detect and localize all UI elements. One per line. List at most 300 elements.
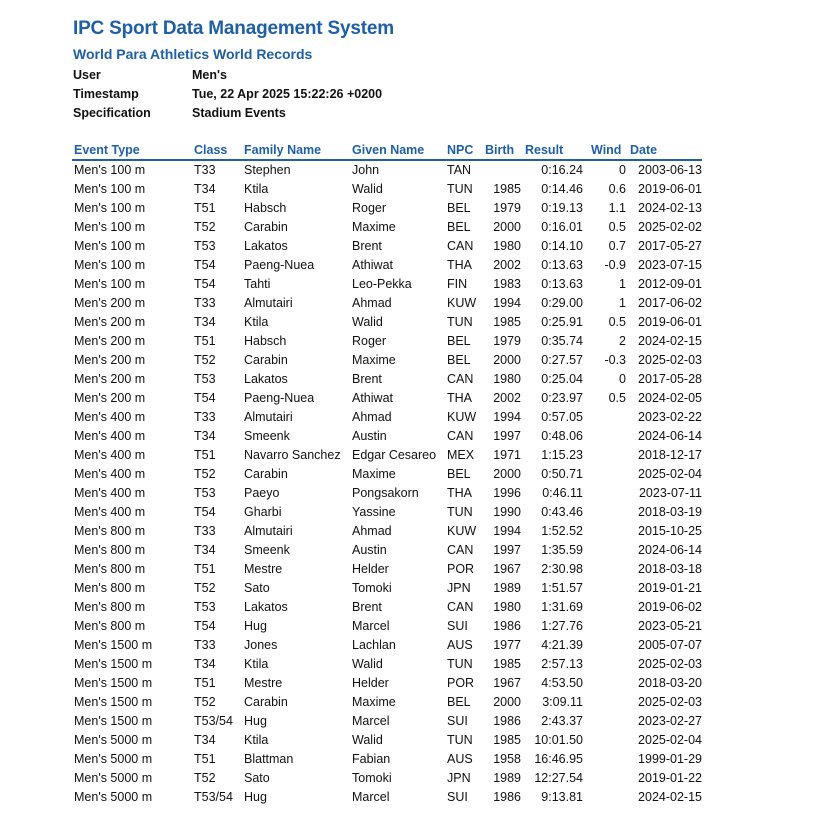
cell-family-name: Hug [244, 790, 267, 804]
cell-date: 2024-02-05 [638, 391, 702, 405]
cell-family-name: Hug [244, 714, 267, 728]
cell-event-type: Men's 100 m [74, 163, 146, 177]
cell-family-name: Mestre [244, 676, 283, 690]
cell-npc: BEL [447, 201, 471, 215]
cell-result: 4:53.50 [541, 676, 583, 690]
cell-wind: 0.5 [608, 391, 626, 405]
cell-event-type: Men's 100 m [74, 182, 146, 196]
cell-event-type: Men's 5000 m [74, 790, 153, 804]
cell-result: 0:16.24 [541, 163, 583, 177]
cell-event-type: Men's 100 m [74, 201, 146, 215]
cell-birth: 1979 [493, 201, 521, 215]
cell-birth [485, 160, 521, 180]
cell-family-name: Jones [244, 638, 278, 652]
cell-wind [587, 522, 630, 541]
cell-event-type: Men's 200 m [74, 296, 146, 310]
cell-family-name: Ktila [244, 315, 269, 329]
cell-npc: THA [447, 486, 472, 500]
cell-date: 2017-06-02 [638, 296, 702, 310]
cell-result: 2:30.98 [541, 562, 583, 576]
table-row [72, 636, 702, 655]
table-header-row [72, 141, 702, 160]
cell-wind [587, 731, 630, 750]
cell-result: 16:46.95 [534, 752, 583, 766]
cell-class: T34 [194, 182, 216, 196]
cell-family-name: Mestre [244, 562, 283, 576]
cell-family-name: Lakatos [244, 239, 288, 253]
cell-date: 2024-06-14 [638, 543, 702, 557]
cell-family-name: Paeng-Nuea [244, 391, 315, 405]
cell-event-type: Men's 1500 m [74, 676, 153, 690]
meta-value: Tue, 22 Apr 2025 15:22:26 +0200 [192, 87, 383, 101]
cell-family-name: Smeenk [244, 543, 290, 557]
cell-event-type: Men's 200 m [74, 372, 146, 386]
meta-key: Specification [73, 106, 151, 120]
table-row [72, 617, 702, 636]
cell-family-name: Habsch [244, 334, 287, 348]
cell-given-name: Maxime [352, 220, 396, 234]
cell-result: 0:13.63 [541, 277, 583, 291]
cell-given-name: Austin [352, 429, 387, 443]
cell-birth: 1994 [493, 410, 521, 424]
cell-date: 2025-02-04 [638, 733, 702, 747]
cell-event-type: Men's 800 m [74, 581, 146, 595]
cell-birth: 1980 [493, 372, 521, 386]
cell-class: T53 [194, 486, 216, 500]
cell-wind [587, 560, 630, 579]
column-header-date: Date [630, 141, 702, 160]
table-row [72, 788, 702, 807]
table-row [72, 541, 702, 560]
cell-class: T34 [194, 733, 216, 747]
cell-given-name: Roger [352, 334, 387, 348]
cell-npc: CAN [447, 239, 474, 253]
cell-npc: POR [447, 676, 475, 690]
cell-class: T33 [194, 638, 216, 652]
cell-class: T53 [194, 239, 216, 253]
cell-result: 1:31.69 [541, 600, 583, 614]
cell-given-name: Ahmad [352, 296, 392, 310]
cell-result: 0:46.11 [542, 486, 583, 500]
cell-npc: TUN [447, 733, 473, 747]
cell-date: 2025-02-03 [638, 695, 702, 709]
cell-wind: 1.1 [608, 201, 626, 215]
table-row [72, 731, 702, 750]
cell-family-name: Smeenk [244, 429, 290, 443]
cell-date: 2018-03-18 [638, 562, 702, 576]
cell-date: 2019-06-02 [638, 600, 702, 614]
cell-birth: 1986 [493, 790, 521, 804]
cell-npc: MEX [447, 448, 475, 462]
cell-given-name: Brent [352, 239, 382, 253]
cell-class: T33 [194, 524, 216, 538]
column-header-birth: Birth [485, 141, 521, 160]
cell-given-name: Maxime [352, 353, 396, 367]
cell-npc: SUI [447, 619, 468, 633]
cell-birth: 1989 [493, 581, 521, 595]
cell-event-type: Men's 800 m [74, 524, 146, 538]
cell-result: 0:57.05 [541, 410, 583, 424]
cell-date: 2015-10-25 [638, 524, 702, 538]
cell-class: T52 [194, 467, 216, 481]
cell-birth: 1958 [493, 752, 521, 766]
cell-given-name: Marcel [352, 619, 390, 633]
cell-given-name: Pongsakorn [352, 486, 419, 500]
cell-npc: POR [447, 562, 475, 576]
cell-given-name: Maxime [352, 695, 396, 709]
cell-date: 2018-03-20 [638, 676, 702, 690]
cell-birth: 2002 [493, 258, 521, 272]
cell-date: 2005-07-07 [638, 638, 702, 652]
cell-family-name: Almutairi [244, 296, 293, 310]
cell-class: T53/54 [194, 790, 233, 804]
cell-family-name: Carabin [244, 467, 288, 481]
cell-wind: 1 [619, 277, 626, 291]
cell-class: T34 [194, 315, 216, 329]
cell-family-name: Ktila [244, 657, 269, 671]
column-header-given-name: Given Name [352, 141, 447, 160]
cell-class: T51 [194, 562, 216, 576]
meta-key: User [73, 68, 101, 82]
cell-given-name: Leo-Pekka [352, 277, 412, 291]
cell-given-name: Athiwat [352, 391, 393, 405]
cell-date: 2024-06-14 [638, 429, 702, 443]
cell-result: 1:35.59 [541, 543, 583, 557]
cell-date: 2019-01-22 [638, 771, 702, 785]
cell-npc: BEL [447, 353, 471, 367]
cell-event-type: Men's 800 m [74, 562, 146, 576]
cell-birth: 1990 [493, 505, 521, 519]
cell-result: 3:09.11 [542, 695, 583, 709]
cell-date: 2018-03-19 [638, 505, 702, 519]
cell-wind [587, 427, 630, 446]
cell-wind: 0.6 [608, 182, 626, 196]
column-header-event-type: Event Type [72, 141, 194, 160]
cell-npc: SUI [447, 790, 468, 804]
cell-npc: TAN [447, 163, 472, 177]
cell-wind [587, 408, 630, 427]
cell-date: 2023-05-21 [638, 619, 702, 633]
cell-event-type: Men's 200 m [74, 334, 146, 348]
cell-class: T51 [194, 201, 216, 215]
cell-family-name: Paeyo [244, 486, 280, 500]
cell-npc: CAN [447, 543, 474, 557]
cell-family-name: Carabin [244, 353, 288, 367]
cell-date: 2023-02-22 [638, 410, 702, 424]
cell-wind [587, 769, 630, 788]
cell-family-name: Almutairi [244, 524, 293, 538]
cell-class: T54 [194, 277, 216, 291]
cell-result: 1:27.76 [541, 619, 583, 633]
cell-class: T53 [194, 600, 216, 614]
table-row [72, 256, 702, 275]
cell-result: 0:50.71 [541, 467, 583, 481]
cell-class: T51 [194, 752, 216, 766]
cell-wind [587, 579, 630, 598]
table-row [72, 218, 702, 237]
cell-wind [587, 636, 630, 655]
cell-result: 4:21.39 [541, 638, 583, 652]
cell-given-name: Walid [352, 733, 383, 747]
table-row [72, 275, 702, 294]
cell-birth: 1967 [493, 676, 521, 690]
cell-result: 0:14.46 [541, 182, 583, 196]
cell-npc: BEL [447, 334, 471, 348]
cell-given-name: John [352, 163, 380, 177]
cell-date: 2012-09-01 [638, 277, 702, 291]
cell-result: 1:15.23 [541, 448, 583, 462]
page-subtitle: World Para Athletics World Records [73, 46, 313, 62]
cell-result: 0:23.97 [541, 391, 583, 405]
cell-class: T53/54 [194, 714, 233, 728]
cell-event-type: Men's 400 m [74, 467, 146, 481]
cell-class: T34 [194, 543, 216, 557]
cell-class: T34 [194, 657, 216, 671]
cell-npc: CAN [447, 372, 474, 386]
cell-family-name: Gharbi [244, 505, 282, 519]
cell-family-name: Lakatos [244, 600, 288, 614]
cell-class: T53 [194, 372, 216, 386]
cell-date: 2017-05-27 [638, 239, 702, 253]
cell-birth: 1983 [493, 277, 521, 291]
cell-event-type: Men's 200 m [74, 315, 146, 329]
table-row [72, 579, 702, 598]
cell-family-name: Tahti [244, 277, 271, 291]
cell-event-type: Men's 200 m [74, 391, 146, 405]
cell-result: 0:14.10 [541, 239, 583, 253]
table-row [72, 560, 702, 579]
cell-wind: 0 [619, 163, 626, 177]
cell-npc: JPN [447, 581, 471, 595]
cell-birth: 2000 [493, 695, 521, 709]
table-row [72, 237, 702, 256]
cell-date: 2025-02-04 [638, 467, 702, 481]
cell-result: 0:29.00 [541, 296, 583, 310]
cell-result: 0:25.04 [541, 372, 583, 386]
cell-wind [587, 750, 630, 769]
table-row [72, 427, 702, 446]
cell-result: 0:35.74 [541, 334, 583, 348]
column-header-family-name: Family Name [244, 141, 352, 160]
cell-npc: BEL [447, 467, 471, 481]
cell-class: T33 [194, 410, 216, 424]
table-row [72, 693, 702, 712]
cell-given-name: Walid [352, 657, 383, 671]
cell-family-name: Habsch [244, 201, 287, 215]
cell-date: 2024-02-15 [638, 790, 702, 804]
cell-wind: -0.3 [604, 353, 626, 367]
cell-birth: 1986 [493, 619, 521, 633]
cell-given-name: Walid [352, 182, 383, 196]
cell-npc: TUN [447, 182, 473, 196]
cell-birth: 1980 [493, 600, 521, 614]
cell-wind: 0.5 [608, 315, 626, 329]
cell-given-name: Helder [352, 676, 389, 690]
cell-result: 2:57.13 [541, 657, 583, 671]
cell-birth: 1977 [493, 638, 521, 652]
cell-birth: 1985 [493, 315, 521, 329]
cell-given-name: Lachlan [352, 638, 396, 652]
cell-given-name: Tomoki [352, 581, 392, 595]
cell-event-type: Men's 100 m [74, 220, 146, 234]
cell-wind [587, 598, 630, 617]
cell-npc: AUS [447, 752, 473, 766]
cell-event-type: Men's 5000 m [74, 752, 153, 766]
cell-event-type: Men's 800 m [74, 619, 146, 633]
table-row [72, 370, 702, 389]
cell-result: 0:48.06 [541, 429, 583, 443]
cell-birth: 1989 [493, 771, 521, 785]
cell-family-name: Hug [244, 619, 267, 633]
cell-result: 0:13.63 [541, 258, 583, 272]
cell-family-name: Carabin [244, 220, 288, 234]
table-row [72, 180, 702, 199]
cell-wind: 0 [619, 372, 626, 386]
cell-birth: 1997 [493, 429, 521, 443]
table-row [72, 446, 702, 465]
cell-given-name: Austin [352, 543, 387, 557]
cell-family-name: Sato [244, 581, 270, 595]
cell-birth: 1986 [493, 714, 521, 728]
cell-date: 2024-02-13 [638, 201, 702, 215]
cell-result: 10:01.50 [534, 733, 583, 747]
cell-result: 0:25.91 [541, 315, 583, 329]
cell-wind: 0.7 [608, 239, 626, 253]
cell-family-name: Navarro Sanchez [244, 448, 341, 462]
cell-npc: BEL [447, 220, 471, 234]
cell-family-name: Lakatos [244, 372, 288, 386]
cell-date: 2003-06-13 [638, 163, 702, 177]
table-row [72, 465, 702, 484]
cell-npc: JPN [447, 771, 471, 785]
cell-given-name: Edgar Cesareo [352, 448, 437, 462]
cell-event-type: Men's 1500 m [74, 638, 153, 652]
table-row [72, 503, 702, 522]
cell-event-type: Men's 400 m [74, 505, 146, 519]
cell-result: 9:13.81 [541, 790, 583, 804]
cell-class: T33 [194, 163, 216, 177]
cell-event-type: Men's 1500 m [74, 657, 153, 671]
cell-wind: 0.5 [608, 220, 626, 234]
table-row [72, 769, 702, 788]
cell-date: 2019-06-01 [638, 182, 702, 196]
cell-class: T52 [194, 771, 216, 785]
cell-event-type: Men's 100 m [74, 258, 146, 272]
cell-npc: KUW [447, 410, 477, 424]
cell-date: 2025-02-03 [638, 353, 702, 367]
table-row [72, 598, 702, 617]
cell-event-type: Men's 800 m [74, 543, 146, 557]
cell-birth: 1985 [493, 733, 521, 747]
cell-result: 2:43.37 [541, 714, 583, 728]
meta-value: Stadium Events [192, 106, 286, 120]
cell-npc: KUW [447, 296, 477, 310]
cell-birth: 2000 [493, 353, 521, 367]
cell-wind [587, 617, 630, 636]
cell-given-name: Marcel [352, 790, 390, 804]
cell-event-type: Men's 400 m [74, 410, 146, 424]
cell-birth: 1997 [493, 543, 521, 557]
cell-npc: SUI [447, 714, 468, 728]
cell-result: 1:51.57 [541, 581, 583, 595]
cell-event-type: Men's 400 m [74, 486, 146, 500]
cell-class: T51 [194, 334, 216, 348]
cell-date: 2019-01-21 [638, 581, 702, 595]
cell-result: 0:27.57 [541, 353, 583, 367]
meta-value: Men's [192, 68, 227, 82]
cell-npc: TUN [447, 657, 473, 671]
cell-date: 2025-02-02 [638, 220, 702, 234]
page-title: IPC Sport Data Management System [73, 18, 394, 39]
cell-result: 0:16.01 [541, 220, 583, 234]
cell-wind [587, 788, 630, 807]
cell-family-name: Sato [244, 771, 270, 785]
cell-class: T52 [194, 220, 216, 234]
cell-event-type: Men's 100 m [74, 277, 146, 291]
column-header-result: Result [521, 141, 587, 160]
cell-date: 2025-02-03 [638, 657, 702, 671]
cell-npc: TUN [447, 315, 473, 329]
cell-date: 2019-06-01 [638, 315, 702, 329]
cell-wind: 2 [619, 334, 626, 348]
cell-event-type: Men's 100 m [74, 239, 146, 253]
cell-birth: 1994 [493, 524, 521, 538]
cell-given-name: Marcel [352, 714, 390, 728]
cell-class: T54 [194, 258, 216, 272]
cell-class: T51 [194, 676, 216, 690]
cell-npc: KUW [447, 524, 477, 538]
cell-given-name: Helder [352, 562, 389, 576]
cell-birth: 1996 [493, 486, 521, 500]
table-row [72, 351, 702, 370]
cell-wind [587, 484, 630, 503]
cell-event-type: Men's 400 m [74, 448, 146, 462]
table-row [72, 484, 702, 503]
cell-npc: THA [447, 258, 472, 272]
cell-given-name: Maxime [352, 467, 396, 481]
cell-birth: 1971 [493, 448, 521, 462]
table-row [72, 712, 702, 731]
cell-class: T34 [194, 429, 216, 443]
cell-birth: 1985 [493, 182, 521, 196]
cell-npc: TUN [447, 505, 473, 519]
cell-given-name: Tomoki [352, 771, 392, 785]
cell-given-name: Roger [352, 201, 387, 215]
cell-family-name: Ktila [244, 733, 269, 747]
cell-wind [587, 655, 630, 674]
cell-class: T52 [194, 353, 216, 367]
cell-birth: 2000 [493, 220, 521, 234]
cell-wind [587, 465, 630, 484]
cell-class: T52 [194, 581, 216, 595]
cell-npc: CAN [447, 600, 474, 614]
table-row [72, 522, 702, 541]
cell-class: T54 [194, 619, 216, 633]
cell-wind: 1 [619, 296, 626, 310]
cell-event-type: Men's 1500 m [74, 714, 153, 728]
cell-birth: 1994 [493, 296, 521, 310]
table-row [72, 408, 702, 427]
cell-wind [587, 693, 630, 712]
records-table [72, 141, 702, 807]
table-row [72, 294, 702, 313]
cell-date: 1999-01-29 [638, 752, 702, 766]
table-row [72, 389, 702, 408]
column-header-wind: Wind [587, 141, 630, 160]
cell-birth: 2002 [493, 391, 521, 405]
cell-date: 2023-07-15 [638, 258, 702, 272]
cell-wind [587, 503, 630, 522]
